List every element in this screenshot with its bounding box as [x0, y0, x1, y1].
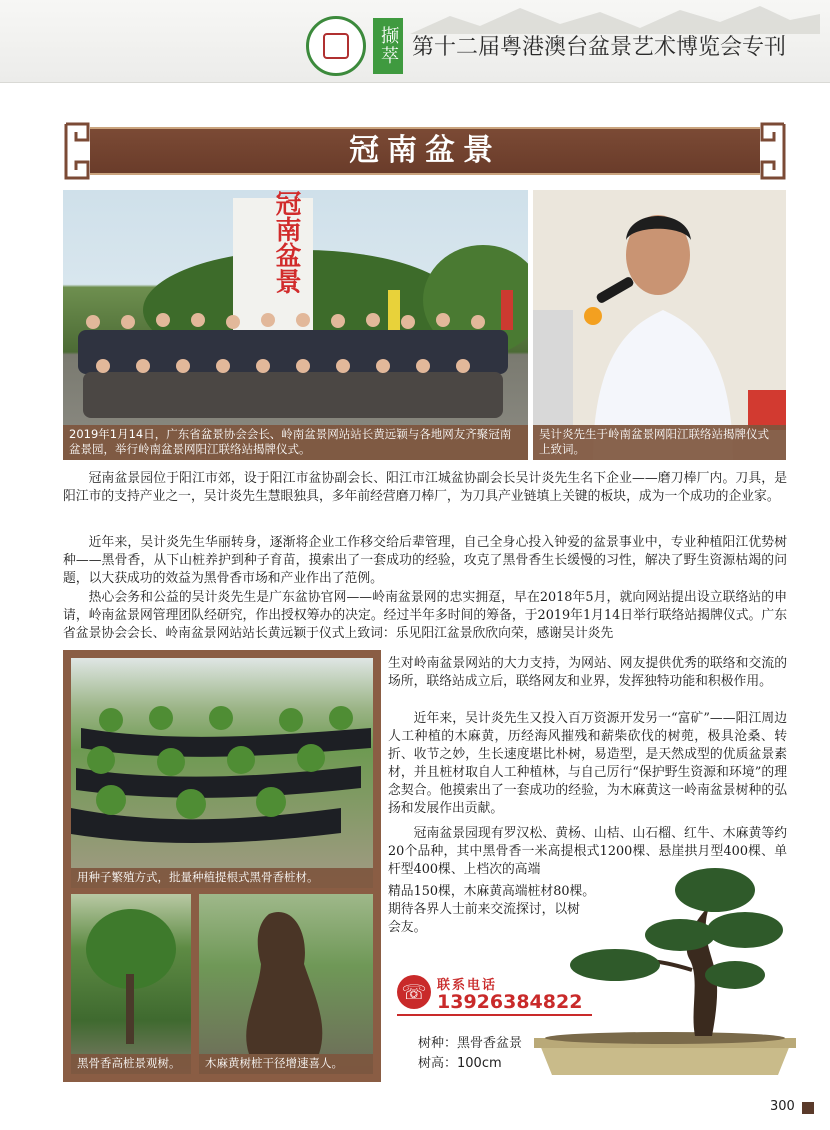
paragraph-5-part-2: 精品150棵，木麻黄高端桩材80棵。: [388, 884, 596, 899]
speaker-photo: [533, 190, 786, 460]
paragraph-3-part-1: 热心会务和公益的吴计炎先生是广东盆协官网——岭南盆景网的忠实拥趸，早在2018年5月，就向网站提出设立联络站的申请，岭南盆景网管理团队经研究，作出授权筹办的决定。经过半年多时间的筹备，于2019年1月14日举行联络站揭牌仪式。广东省盆景协会会长、岭南盆景网站站长黄远颖于仪式上致词：乐见阳江盆景欣欣向荣，感谢吴计炎先: [63, 590, 787, 641]
contact-underline: [397, 1014, 592, 1016]
tall-tree-photo: [71, 894, 191, 1074]
paragraph-4: 近年来，吴计炎先生又投入百万资源开发另一“富矿”——阳江周边人工种植的木麻黄，历经海风摧残和薪柴砍伐的树蔸，极具沧桑、转折、收节之妙，生长速度堪比朴树，易造型，是天然成型的优质盆景素材，并且桩材取自人工种植林，与自己厉行“保护野生资源和环境”的理念契合。他摸索出了一套成功的经验，为木麻黄这一岭南盆景树种的弘扬和发展作出贡献。: [388, 711, 787, 816]
page-number: 300: [770, 1099, 795, 1114]
speaker-photo-caption: 吴计炎先生于岭南盆景网阳江联络站揭牌仪式上致词。: [533, 425, 786, 460]
contact-label: 联系电话: [437, 978, 498, 993]
tall-tree-caption: 黑骨香高桩景观树。: [71, 1054, 191, 1074]
paragraph-1: 冠南盆景园位于阳江市郊，设于阳江市盆协副会长、阳江市江城盆协副会长吴计炎先生名下企业——磨刀棒厂内。刀具，是阳江市的支持产业之一，吴计炎先生慧眼独具，多年前经营磨刀棒厂，为刀具产业链填上关键的板块，成为一个成功的企业家。: [63, 471, 787, 504]
page-number-marker: [802, 1102, 814, 1114]
speaker-photo-scene: [533, 190, 786, 460]
specimen-height: 树高：100cm: [418, 1056, 502, 1071]
magazine-title: 第十二届粤港澳台盆景艺术博览会专刊: [412, 35, 787, 60]
sign-text: 冠南盆景: [271, 190, 301, 294]
paragraph-3-part-2: 生对岭南盆景网站的大力支持，为网站、网友提供优秀的联络和交流的场所，联络站成立后，联络网友和业界，发挥独特功能和积极作用。: [388, 656, 787, 689]
nursery-photo-caption: 用种子繁殖方式，批量种植提根式黑骨香桩材。: [71, 868, 373, 888]
stump-caption: 木麻黄树桩干径增速喜人。: [199, 1054, 373, 1074]
paragraph-2: 近年来，吴计炎先生华丽转身，逐渐将企业工作移交给后辈管理，自己全身心投入钟爱的盆景事业中，专业种植阳江优势树种——黑骨香，从下山桩养护到种子育苗，摸索出了一套成功的经验，攻克了黑骨香生长缓慢的习性，解决了野生资源枯竭的问题，以大获成功的效益为黑骨香市场和产业作出了范例。: [63, 535, 787, 586]
stump-scene: [199, 894, 373, 1074]
nursery-photo-scene: [71, 658, 373, 888]
group-photo: [63, 190, 528, 460]
nursery-photo: [71, 658, 373, 888]
contact-phone: 13926384822: [437, 991, 583, 1013]
group-photo-caption: 2019年1月14日，广东省盆景协会会长、岭南盆景网站站长黄远颖与各地网友齐聚冠南盆景园，举行岭南盆景网阳江联络站揭牌仪式。: [63, 425, 528, 460]
paragraph-5-part-3: 期待各界人士前来交流探讨，以树: [388, 902, 580, 917]
tall-tree-scene: [71, 894, 191, 1074]
stump-photo: [199, 894, 373, 1074]
specimen-species: 树种：黑骨香盆景: [418, 1036, 523, 1051]
phone-icon: ☏: [397, 975, 431, 1009]
paragraph-5-part-4: 会友。: [388, 920, 427, 935]
paragraph-5-part-1: 冠南盆景园现有罗汉松、黄杨、山桔、山石榴、红牛、木麻黄等约20个品种，其中黑骨香一米高提根式1200棵、悬崖拱月型400棵、单杆型400棵、上档次的高端: [388, 826, 787, 877]
article-title: 冠南盆景: [349, 133, 501, 168]
bonsai-tree-image: [520, 860, 810, 1090]
association-logo: [306, 16, 366, 76]
section-tag: 撷萃: [373, 18, 403, 74]
